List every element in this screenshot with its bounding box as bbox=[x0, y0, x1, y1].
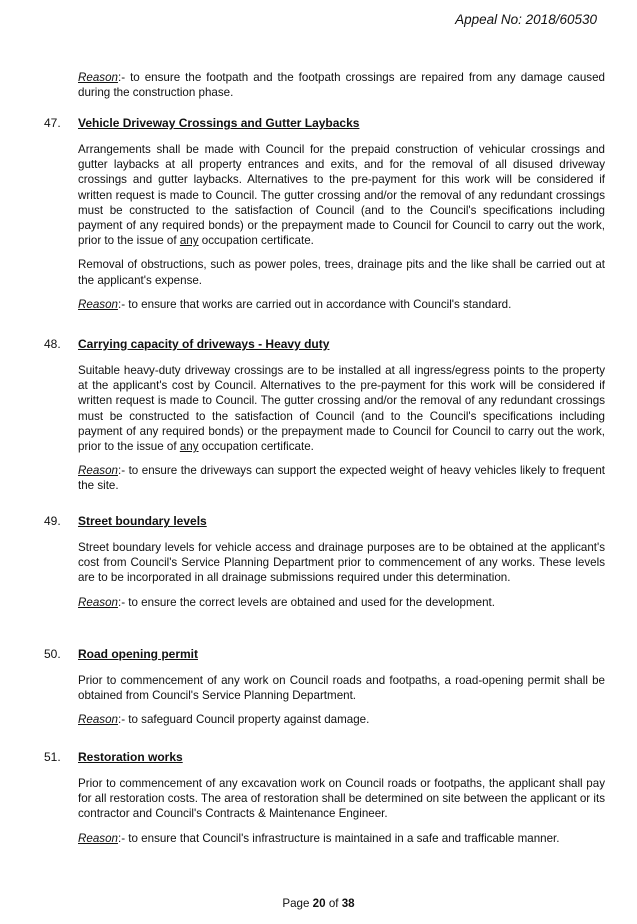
section-number: 51. bbox=[44, 750, 61, 764]
section-48 bbox=[0, 337, 637, 494]
page-total: 38 bbox=[341, 897, 355, 910]
section-paragraph: Suitable heavy-duty driveway crossings are to be installed at all ingress/egress points to the property at the applicant's cost by Council. Alternatives to the pre-payment for this work will be considered if written request is made to Council. The gutter crossing and/or the removal of any redundant crossings must be constructed to the satisfaction of Council (and to the Council's specifications including payment of any required bonds) or the prepayment made to Council for Council to carry out the work, prior to the issue of any occupation certificate. bbox=[78, 364, 605, 454]
reason-text: to ensure the footpath and the footpath crossings are repaired from any damage caused during the construction phase. bbox=[78, 71, 605, 100]
section-number: 50. bbox=[44, 647, 61, 661]
page-footer: Page 20 of 38 bbox=[282, 897, 355, 910]
section-49 bbox=[0, 514, 637, 610]
section-reason: Reason:- to ensure that works are carried out in accordance with Council's standard. bbox=[78, 297, 512, 311]
reason-continued: Reason:- to ensure the footpath and the footpath crossings are repaired from any damage caused during the construction phase. bbox=[78, 71, 605, 100]
appeal-number: Appeal No: 2018/60530 bbox=[455, 12, 597, 27]
section-number: 48. bbox=[44, 337, 61, 351]
section-reason: Reason:- to ensure the correct levels are obtained and used for the development. bbox=[78, 595, 496, 609]
section-50 bbox=[0, 647, 637, 728]
section-paragraph: Street boundary levels for vehicle access and drainage purposes are to be obtained at the applicant's cost from Council's Service Planning Department prior to commencement of any works. These levels are to be incorporated in all drainage submissions required under this determination. bbox=[78, 541, 605, 585]
section-paragraph: Removal of obstructions, such as power poles, trees, drainage pits and the like shall be carried out at the applicant's expense. bbox=[78, 258, 605, 287]
section-47 bbox=[0, 116, 637, 312]
section-51 bbox=[0, 750, 637, 846]
section-title: Restoration works bbox=[78, 750, 183, 764]
section-reason: Reason:- to ensure the driveways can support the expected weight of heavy vehicles likely to frequent the site. bbox=[78, 464, 605, 493]
reason-label: Reason bbox=[78, 71, 118, 84]
section-number: 47. bbox=[44, 116, 61, 130]
section-paragraph: Prior to commencement of any excavation work on Council roads or footpaths, the applicant shall pay for all restoration costs. The area of restoration shall be determined on site between the applicant or its contractor and Council's Contracts & Maintenance Engineer. bbox=[78, 777, 605, 821]
section-reason: Reason:- to ensure that Council's infrastructure is maintained in a safe and trafficable manner. bbox=[78, 831, 560, 845]
page-number: 20 bbox=[312, 897, 326, 910]
section-title: Street boundary levels bbox=[78, 514, 207, 528]
section-number: 49. bbox=[44, 514, 61, 528]
section-title: Carrying capacity of driveways - Heavy duty bbox=[78, 337, 330, 351]
section-paragraph: Prior to commencement of any work on Council roads and footpaths, a road-opening permit shall be obtained from Council's Service Planning Department. bbox=[78, 674, 605, 703]
section-title: Vehicle Driveway Crossings and Gutter Laybacks bbox=[78, 116, 360, 130]
section-title: Road opening permit bbox=[78, 647, 198, 661]
section-paragraph: Arrangements shall be made with Council for the prepaid construction of vehicular crossings and gutter laybacks at all property entrances and exits, and for the removal of all disused driveway crossings and gutter laybacks. Alternatives to the pre-payment for this work will be considered if written request is made to Council. The gutter crossing and/or the removal of any redundant crossings must be constructed to the satisfaction of Council (and to the Council's specifications including payment of any required bonds) or the prepayment made to Council for Council to carry out the work, prior to the issue of any occupation certificate. bbox=[78, 143, 605, 248]
section-reason: Reason:- to safeguard Council property against damage. bbox=[78, 713, 370, 727]
